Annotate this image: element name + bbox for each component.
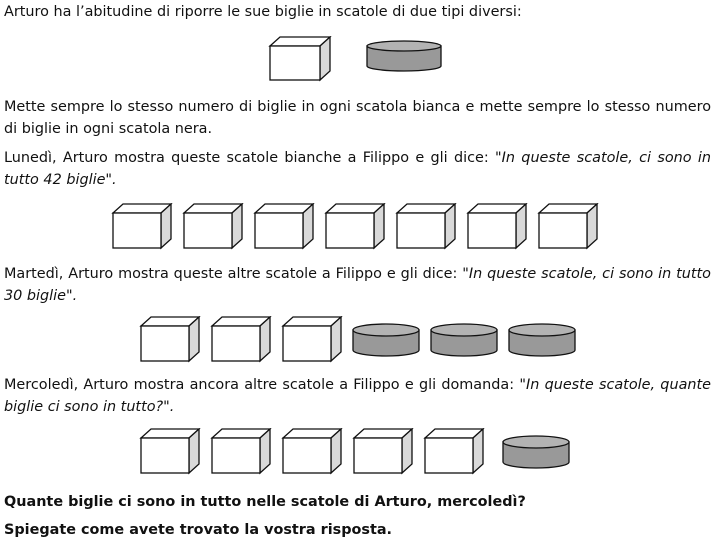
monday-boxes	[111, 203, 599, 250]
white-box	[352, 428, 414, 475]
wednesday-quote: "In queste scatole, quante biglie ci sono in tutto?".	[4, 377, 712, 415]
tuesday-lead: Martedì, Arturo mostra queste altre scatole a Filippo e gli dice:	[4, 266, 463, 282]
wednesday-boxes	[139, 428, 571, 475]
white-box	[253, 203, 315, 250]
white-box	[281, 428, 343, 475]
monday-text	[4, 147, 711, 191]
black-box	[507, 321, 577, 359]
white-box	[395, 203, 457, 250]
white-box	[423, 428, 485, 475]
white-box	[139, 428, 201, 475]
white-box	[182, 203, 244, 250]
intro-text: Arturo ha l’abitudine di riporre le sue biglie in scatole di due tipi diversi:	[4, 4, 522, 20]
wednesday-text	[4, 374, 711, 418]
white-box	[139, 316, 201, 363]
white-box	[210, 428, 272, 475]
monday-quote: "In queste scatole, ci sono in tutto 42 biglie".	[4, 150, 711, 188]
white-box	[111, 203, 173, 250]
instruction-text: Spiegate come avete trovato la vostra risposta.	[4, 522, 393, 538]
legend-white-box	[268, 36, 332, 84]
black-box	[429, 321, 499, 359]
black-box	[351, 321, 421, 359]
white-box	[537, 203, 599, 250]
tuesday-text	[4, 263, 711, 307]
question-text: Quante biglie ci sono in tutto nelle scatole di Arturo, mercoledì?	[4, 494, 526, 510]
rule-text: Mette sempre lo stesso numero di biglie in ogni scatola bianca e mette sempre lo stesso numero di biglie in ogni scatola nera.	[4, 99, 711, 137]
legend-black-box	[365, 38, 443, 74]
white-box	[281, 316, 343, 363]
white-box-icon	[268, 36, 332, 84]
tuesday-boxes	[139, 316, 577, 363]
black-box	[501, 433, 571, 471]
white-box	[466, 203, 528, 250]
white-box	[210, 316, 272, 363]
tuesday-quote: "In queste scatole, ci sono in tutto 30 biglie".	[4, 266, 711, 304]
wednesday-lead: Mercoledì, Arturo mostra ancora altre scatole a Filippo e gli domanda:	[4, 377, 520, 393]
black-box-icon	[365, 38, 443, 74]
monday-lead: Lunedì, Arturo mostra queste scatole bianche a Filippo e gli dice:	[4, 150, 496, 166]
white-box	[324, 203, 386, 250]
